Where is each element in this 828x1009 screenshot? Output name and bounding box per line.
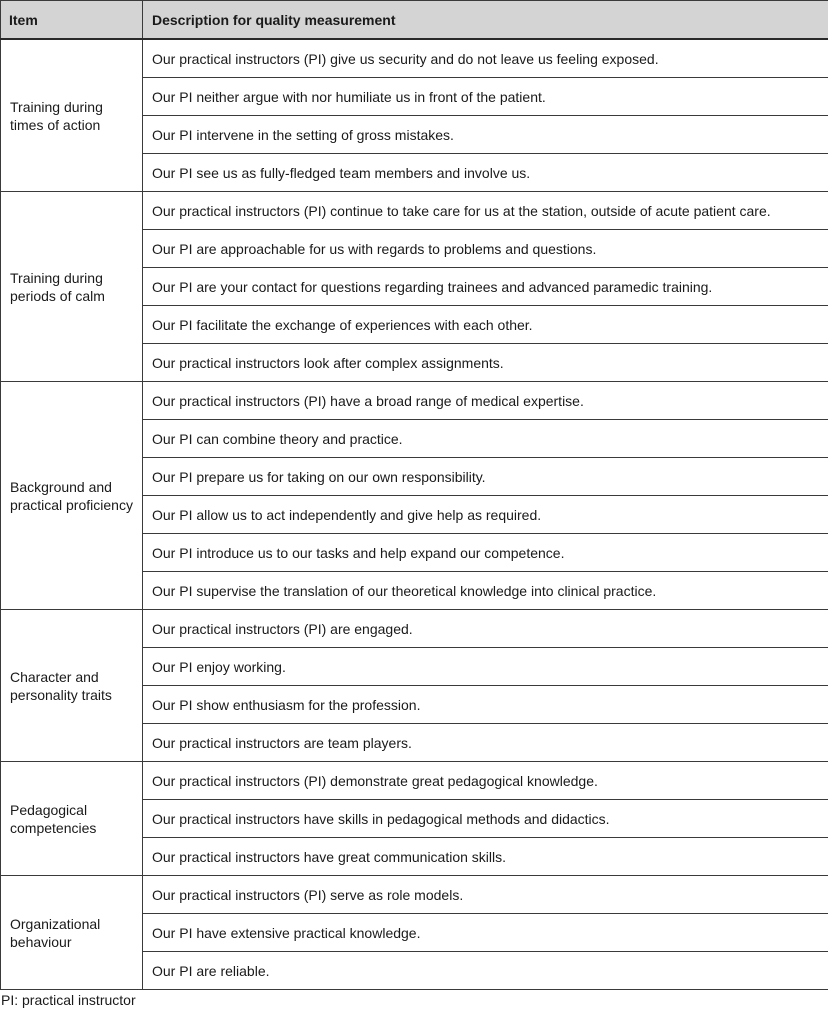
description-cell: Our PI have extensive practical knowledge. — [143, 914, 828, 952]
description-cell: Our PI are approachable for us with regards to problems and questions. — [143, 230, 828, 268]
description-cell: Our practical instructors have skills in pedagogical methods and didactics. — [143, 800, 828, 838]
column-header-description: Description for quality measurement — [143, 1, 828, 40]
description-cell: Our PI are reliable. — [143, 952, 828, 990]
description-cell: Our practical instructors (PI) serve as role models. — [143, 876, 828, 914]
table-row — [1, 762, 828, 800]
description-cell: Our practical instructors (PI) have a broad range of medical expertise. — [143, 382, 828, 420]
description-cell: Our PI neither argue with nor humiliate us in front of the patient. — [143, 78, 828, 116]
description-cell: Our practical instructors (PI) demonstrate great pedagogical knowledge. — [143, 762, 828, 800]
item-cell: Pedagogical competencies — [1, 762, 143, 876]
table-header-row — [1, 1, 828, 40]
description-cell: Our PI see us as fully-fledged team members and involve us. — [143, 154, 828, 192]
description-cell: Our PI can combine theory and practice. — [143, 420, 828, 458]
table-row — [1, 876, 828, 914]
item-cell: Character and personality traits — [1, 610, 143, 762]
description-cell: Our PI supervise the translation of our theoretical knowledge into clinical practice. — [143, 572, 828, 610]
description-cell: Our PI prepare us for taking on our own responsibility. — [143, 458, 828, 496]
description-cell: Our PI enjoy working. — [143, 648, 828, 686]
table-footnote: PI: practical instructor — [1, 992, 136, 1008]
description-cell: Our PI introduce us to our tasks and help expand our competence. — [143, 534, 828, 572]
description-cell: Our practical instructors (PI) are engaged. — [143, 610, 828, 648]
description-cell: Our practical instructors (PI) give us security and do not leave us feeling exposed. — [143, 39, 828, 78]
table-row — [1, 192, 828, 230]
item-cell: Organizational behaviour — [1, 876, 143, 990]
table-row — [1, 382, 828, 420]
description-cell: Our PI facilitate the exchange of experiences with each other. — [143, 306, 828, 344]
description-cell: Our practical instructors look after complex assignments. — [143, 344, 828, 382]
description-cell: Our PI show enthusiasm for the profession. — [143, 686, 828, 724]
description-cell: Our practical instructors are team players. — [143, 724, 828, 762]
description-cell: Our PI allow us to act independently and give help as required. — [143, 496, 828, 534]
description-cell: Our PI intervene in the setting of gross mistakes. — [143, 116, 828, 154]
item-cell: Background and practical proficiency — [1, 382, 143, 610]
description-cell: Our PI are your contact for questions regarding trainees and advanced paramedic training. — [143, 268, 828, 306]
column-header-item: Item — [1, 1, 143, 40]
description-cell: Our practical instructors have great communication skills. — [143, 838, 828, 876]
description-cell: Our practical instructors (PI) continue to take care for us at the station, outside of acute patient care. — [143, 192, 828, 230]
table-row — [1, 610, 828, 648]
table-row — [1, 39, 828, 78]
item-cell: Training during periods of calm — [1, 192, 143, 382]
item-cell: Training during times of action — [1, 39, 143, 192]
